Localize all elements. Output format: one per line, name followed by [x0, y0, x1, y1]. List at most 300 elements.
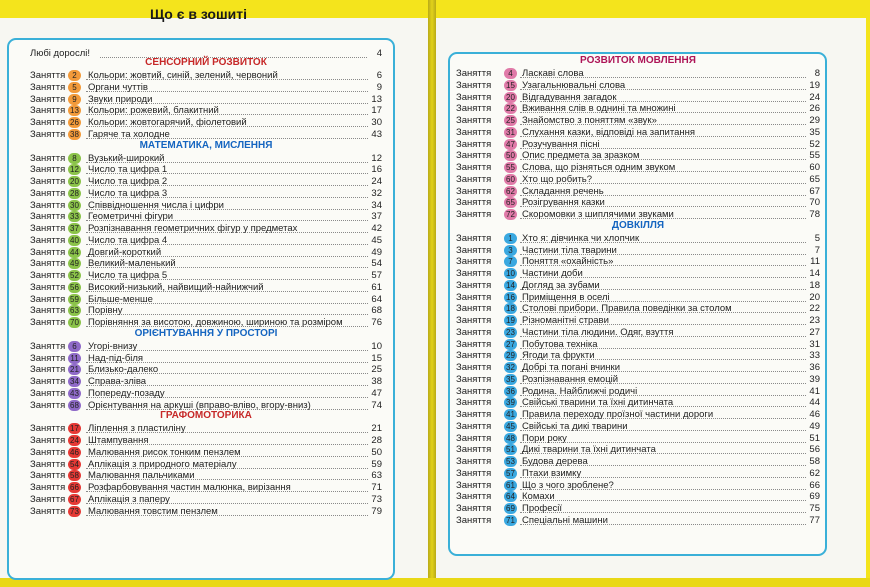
intro-page: 4: [376, 48, 382, 59]
section-heading: СЕНСОРНИЙ РОЗВИТОК: [145, 57, 267, 68]
lesson-label: Заняття: [456, 420, 492, 432]
lesson-title: Над-під-біля: [88, 352, 144, 364]
page-number: 14: [809, 268, 820, 279]
lesson-title: Розпізнавання емоцій: [522, 373, 619, 385]
lesson-title: Комахи: [522, 491, 555, 503]
lesson-label: Заняття: [456, 115, 492, 126]
lesson-number-badge: 67: [68, 494, 81, 505]
lesson-label: Заняття: [456, 432, 492, 444]
lesson-label: Заняття: [456, 279, 492, 291]
lesson-number-badge: 61: [504, 480, 517, 491]
lesson-title: Аплікація з паперу: [88, 493, 170, 505]
lesson-number-badge: 50: [504, 150, 517, 161]
toc-entry[interactable]: [456, 514, 820, 527]
lesson-title: Угорі-внизу: [88, 340, 138, 352]
lesson-label: Заняття: [456, 491, 492, 503]
lesson-title: Свійські тварини та їхні дитинчата: [522, 397, 674, 409]
lesson-label: Заняття: [456, 244, 492, 256]
lesson-label: Заняття: [30, 340, 66, 352]
lesson-label: Заняття: [456, 197, 492, 209]
lesson-label: Заняття: [456, 303, 492, 315]
page-number: 34: [371, 199, 382, 211]
lesson-title: Вживання слів в однині та множині: [522, 103, 676, 115]
lesson-number-badge: 38: [68, 129, 81, 140]
lesson-title: Професії: [522, 503, 562, 514]
intro-title: Любі дорослі!: [30, 48, 90, 59]
lesson-label: Заняття: [456, 162, 492, 173]
lesson-number-badge: 37: [68, 223, 81, 234]
page-number: 70: [809, 197, 820, 209]
page-number: 35: [809, 126, 820, 138]
lesson-label: Заняття: [456, 467, 492, 479]
lesson-title: Добрі та погані вчинки: [522, 362, 621, 373]
lesson-title: Геометричні фігури: [88, 211, 174, 223]
lesson-label: Заняття: [456, 409, 492, 420]
page-number: 69: [809, 491, 820, 503]
lesson-label: Заняття: [456, 350, 492, 362]
page-number: 19: [809, 79, 820, 91]
page-number: 33: [809, 350, 820, 362]
lesson-title: Частини тіла тварини: [522, 244, 617, 256]
lesson-number-badge: 45: [504, 421, 517, 432]
lesson-number-badge: 3: [504, 245, 517, 256]
lesson-title: Малювання товстим пензлем: [88, 505, 218, 517]
lesson-label: Заняття: [456, 397, 492, 409]
lesson-number-badge: 18: [504, 303, 517, 314]
lesson-title: Число та цифра 3: [88, 187, 168, 199]
lesson-number-badge: 65: [504, 197, 517, 208]
lesson-number-badge: 12: [68, 164, 81, 175]
lesson-title: Вузький-широкий: [88, 152, 165, 164]
lesson-number-badge: 62: [504, 186, 517, 197]
lesson-title: Узагальнювальні слова: [522, 79, 626, 91]
lesson-number-badge: 64: [504, 491, 517, 502]
page-number: 64: [371, 293, 382, 305]
lesson-label: Заняття: [30, 423, 66, 435]
lesson-label: Заняття: [30, 317, 66, 328]
lesson-title: Розфарбовування частин малюнка, вирізання: [88, 482, 291, 493]
page-number: 77: [809, 514, 820, 526]
lesson-title: Різноманітні страви: [522, 315, 609, 326]
lesson-title: Опис предмета за зразком: [522, 150, 640, 162]
lesson-number-badge: 39: [504, 397, 517, 408]
lesson-label: Заняття: [456, 326, 492, 338]
lesson-label: Заняття: [30, 93, 66, 105]
page-number: 54: [371, 258, 382, 270]
lesson-number-badge: 72: [504, 209, 517, 220]
lesson-label: Заняття: [30, 364, 66, 376]
page-number: 20: [809, 291, 820, 303]
lesson-label: Заняття: [456, 103, 492, 115]
lesson-title: Число та цифра 4: [88, 234, 168, 246]
lesson-title: Справа-зліва: [88, 376, 147, 387]
lesson-number-badge: 68: [68, 400, 81, 411]
lesson-title: Частини доби: [522, 268, 583, 279]
page-number: 55: [809, 150, 820, 162]
page-number: 68: [371, 305, 382, 317]
lesson-label: Заняття: [30, 117, 66, 128]
lesson-label: Заняття: [456, 256, 492, 268]
lesson-title: Скоромовки з шиплячими звуками: [522, 209, 674, 220]
lesson-label: Заняття: [30, 176, 66, 187]
lesson-label: Заняття: [30, 234, 66, 246]
lesson-label: Заняття: [456, 138, 492, 150]
section-heading: РОЗВИТОК МОВЛЕННЯ: [580, 55, 696, 66]
lesson-label: Заняття: [30, 470, 66, 482]
lesson-title: Аплікація з природного матеріалу: [88, 458, 237, 470]
page-number: 31: [809, 338, 820, 350]
lesson-label: Заняття: [30, 376, 66, 387]
lesson-label: Заняття: [456, 291, 492, 303]
lesson-number-badge: 24: [68, 435, 81, 446]
lesson-title: Правила переходу проїзної частини дороги: [522, 409, 714, 420]
lesson-title: Розігрування казки: [522, 197, 605, 209]
lesson-number-badge: 57: [504, 468, 517, 479]
lesson-number-badge: 60: [504, 174, 517, 185]
section-heading: ОРІЄНТУВАННЯ У ПРОСТОРІ: [134, 327, 278, 339]
lesson-label: Заняття: [456, 514, 492, 526]
page-number: 49: [371, 246, 382, 258]
page-number: 71: [371, 482, 382, 493]
page-number: 24: [371, 176, 382, 187]
lesson-number-badge: 36: [504, 386, 517, 397]
lesson-label: Заняття: [30, 246, 66, 258]
lesson-number-badge: 33: [68, 211, 81, 222]
page-number: 37: [371, 211, 382, 223]
lesson-title: Ласкаві слова: [522, 68, 584, 79]
lesson-title: Слова, що різняться одним звуком: [522, 162, 676, 173]
page-number: 16: [371, 164, 382, 176]
page-number: 57: [371, 270, 382, 281]
page-number: 36: [809, 362, 820, 373]
section-heading: ГРАФОМОТОРИКА: [160, 410, 252, 422]
lesson-number-badge: 41: [504, 409, 517, 420]
lesson-label: Заняття: [456, 385, 492, 397]
lesson-title: Малювання пальчиками: [88, 470, 195, 482]
lesson-title: Столові прибори. Правила поведінки за столом: [522, 303, 732, 315]
lesson-title: Побутова техніка: [522, 338, 598, 350]
lesson-title: Орієнтування на аркуші (вправо-вліво, вгору-вниз): [88, 399, 311, 411]
page-number: 29: [809, 115, 820, 126]
page-number: 78: [809, 209, 820, 220]
lesson-title: Порівняння за висотою, довжиною, шириною та розміром: [88, 317, 343, 328]
page-number: 13: [371, 93, 382, 105]
lesson-label: Заняття: [30, 281, 66, 293]
page-number: 66: [809, 479, 820, 491]
page-number: 75: [809, 503, 820, 514]
lesson-title: Пори року: [522, 432, 567, 444]
lesson-number-badge: 56: [68, 282, 81, 293]
lesson-label: Заняття: [30, 81, 66, 93]
lesson-number-badge: 40: [68, 235, 81, 246]
lesson-number-badge: 73: [68, 506, 81, 517]
page-number: 25: [371, 364, 382, 376]
lesson-label: Заняття: [456, 444, 492, 456]
lesson-number-badge: 20: [504, 92, 517, 103]
page-number: 7: [814, 244, 820, 256]
lesson-number-badge: 54: [68, 459, 81, 470]
page-number: 5: [814, 232, 820, 244]
lesson-label: Заняття: [456, 185, 492, 197]
lesson-title: Птахи взимку: [522, 467, 582, 479]
lesson-title: Співвідношення числа і цифри: [88, 199, 224, 211]
lesson-number-badge: 21: [68, 364, 81, 375]
lesson-title: Розучування пісні: [522, 138, 600, 150]
page-number: 45: [371, 234, 382, 246]
lesson-title: Довгий-короткий: [88, 246, 162, 258]
lesson-label: Заняття: [30, 305, 66, 317]
lesson-label: Заняття: [456, 503, 492, 514]
lesson-number-badge: 34: [68, 376, 81, 387]
lesson-number-badge: 31: [504, 127, 517, 138]
lesson-title: Попереду-позаду: [88, 387, 165, 399]
lesson-label: Заняття: [30, 493, 66, 505]
lesson-label: Заняття: [30, 435, 66, 446]
lesson-label: Заняття: [30, 70, 66, 81]
lesson-number-badge: 1: [504, 233, 517, 244]
lesson-number-badge: 10: [504, 268, 517, 279]
lesson-number-badge: 29: [504, 350, 517, 361]
lesson-label: Заняття: [456, 91, 492, 103]
page-number: 12: [371, 152, 382, 164]
page-number: 62: [809, 467, 820, 479]
lesson-label: Заняття: [30, 482, 66, 493]
lesson-label: Заняття: [456, 373, 492, 385]
lesson-number-badge: 20: [68, 176, 81, 187]
lesson-number-badge: 17: [68, 423, 81, 434]
lesson-title: Родина. Найближчі родичі: [522, 385, 638, 397]
lesson-title: Ягоди та фрукти: [522, 350, 595, 362]
page-number: 73: [371, 493, 382, 505]
page-number: 46: [809, 409, 820, 420]
lesson-title: Розпізнавання геометричних фігур у предметах: [88, 223, 298, 234]
lesson-number-badge: 32: [504, 362, 517, 373]
lesson-number-badge: 69: [504, 503, 517, 514]
page-number: 32: [371, 187, 382, 199]
page-number: 38: [371, 376, 382, 387]
lesson-number-badge: 16: [504, 292, 517, 303]
page-number: 74: [371, 399, 382, 411]
lesson-number-badge: 15: [504, 80, 517, 91]
page-number: 60: [809, 162, 820, 173]
lesson-number-badge: 48: [504, 433, 517, 444]
lesson-label: Заняття: [456, 362, 492, 373]
lesson-number-badge: 23: [504, 327, 517, 338]
lesson-label: Заняття: [456, 150, 492, 162]
lesson-title: Малювання рисок тонким пензлем: [88, 446, 241, 458]
page-number: 8: [814, 68, 820, 79]
lesson-title: Знайомство з поняттям «звук»: [522, 115, 657, 126]
page-number: 22: [809, 303, 820, 315]
lesson-label: Заняття: [30, 458, 66, 470]
lesson-label: Заняття: [30, 352, 66, 364]
toc-entry[interactable]: [30, 505, 382, 518]
page-number: 6: [376, 70, 382, 81]
lesson-number-badge: 19: [504, 315, 517, 326]
page-number: 24: [809, 91, 820, 103]
lesson-label: Заняття: [456, 68, 492, 79]
lesson-title: Догляд за зубами: [522, 279, 600, 291]
lesson-number-badge: 22: [504, 103, 517, 114]
lesson-number-badge: 9: [68, 94, 81, 105]
lesson-title: Високий-низький, найвищий-найнижчий: [88, 281, 264, 293]
page-number: 43: [371, 128, 382, 140]
lesson-title: Складання речень: [522, 185, 604, 197]
lesson-title: Звуки природи: [88, 93, 153, 105]
lesson-label: Заняття: [30, 270, 66, 281]
lesson-label: Заняття: [456, 315, 492, 326]
lesson-title: Більше-менше: [88, 293, 153, 305]
lesson-number-badge: 4: [504, 68, 517, 79]
lesson-label: Заняття: [456, 456, 492, 467]
page-number: 27: [809, 326, 820, 338]
page-number: 52: [809, 138, 820, 150]
lesson-title: Поняття «охайність»: [522, 256, 614, 268]
lesson-number-badge: 11: [68, 353, 81, 364]
page-number: 51: [809, 432, 820, 444]
page-number: 26: [809, 103, 820, 115]
lesson-label: Заняття: [456, 268, 492, 279]
lesson-number-badge: 66: [68, 482, 81, 493]
lesson-number-badge: 43: [68, 388, 81, 399]
lesson-label: Заняття: [30, 164, 66, 176]
page-number: 79: [371, 505, 382, 517]
page-number: 76: [371, 317, 382, 328]
lesson-number-badge: 47: [504, 139, 517, 150]
lesson-label: Заняття: [30, 387, 66, 399]
page-number: 23: [809, 315, 820, 326]
lesson-number-badge: 71: [504, 515, 517, 526]
lesson-number-badge: 26: [68, 117, 81, 128]
lesson-title: Будова дерева: [522, 456, 588, 467]
lesson-label: Заняття: [30, 446, 66, 458]
page-number: 15: [371, 352, 382, 364]
lesson-title: Кольори: рожевий, блакитний: [88, 105, 219, 117]
lesson-number-badge: 13: [68, 105, 81, 116]
page-number: 59: [371, 458, 382, 470]
lesson-label: Заняття: [456, 209, 492, 220]
lesson-number-badge: 25: [504, 115, 517, 126]
page-number: 47: [371, 387, 382, 399]
lesson-label: Заняття: [456, 338, 492, 350]
page-number: 9: [376, 81, 382, 93]
page-title: Що є в зошиті: [150, 6, 248, 22]
page-number: 61: [371, 281, 382, 293]
page-number: 63: [371, 470, 382, 482]
lesson-label: Заняття: [456, 479, 492, 491]
lesson-label: Заняття: [456, 173, 492, 185]
lesson-title: Частини тіла людини. Одяг, взуття: [522, 326, 674, 338]
lesson-number-badge: 55: [504, 162, 517, 173]
lesson-title: Відгадування загадок: [522, 91, 617, 103]
page-number: 65: [809, 173, 820, 185]
lesson-label: Заняття: [30, 128, 66, 140]
book-spine: [428, 0, 436, 587]
page-number: 21: [371, 423, 382, 435]
page-number: 42: [371, 223, 382, 234]
lesson-title: Число та цифра 2: [88, 176, 168, 187]
lesson-title: Спеціальні машини: [522, 514, 608, 526]
lesson-number-badge: 28: [68, 188, 81, 199]
lesson-label: Заняття: [30, 152, 66, 164]
lesson-number-badge: 5: [68, 82, 81, 93]
lesson-label: Заняття: [456, 79, 492, 91]
lesson-title: Штампування: [88, 435, 149, 446]
lesson-title: Близько-далеко: [88, 364, 159, 376]
lesson-number-badge: 6: [68, 341, 81, 352]
lesson-label: Заняття: [456, 232, 492, 244]
lesson-number-badge: 63: [68, 305, 81, 316]
page-number: 28: [371, 435, 382, 446]
lesson-label: Заняття: [30, 105, 66, 117]
page-number: 50: [371, 446, 382, 458]
lesson-title: Хто я: дівчинка чи хлопчик: [522, 232, 640, 244]
lesson-number-badge: 52: [68, 270, 81, 281]
lesson-number-badge: 70: [68, 317, 81, 328]
lesson-number-badge: 58: [68, 470, 81, 481]
lesson-title: Число та цифра 5: [88, 270, 168, 281]
lesson-label: Заняття: [30, 399, 66, 411]
lesson-title: Ліплення з пластиліну: [88, 423, 186, 435]
lesson-number-badge: 35: [504, 374, 517, 385]
lesson-title: Хто що робить?: [522, 173, 593, 185]
page-number: 44: [809, 397, 820, 409]
lesson-title: Порівну: [88, 305, 123, 317]
lesson-title: Кольори: жовтий, синій, зелений, червоний: [88, 70, 278, 81]
lesson-label: Заняття: [30, 223, 66, 234]
lesson-label: Заняття: [30, 293, 66, 305]
lesson-title: Приміщення в оселі: [522, 291, 610, 303]
lesson-title: Слухання казки, відповіді на запитання: [522, 126, 695, 138]
lesson-number-badge: 7: [504, 256, 517, 267]
lesson-number-badge: 27: [504, 339, 517, 350]
page-number: 49: [809, 420, 820, 432]
page-number: 56: [809, 444, 820, 456]
page-number: 67: [809, 185, 820, 197]
lesson-title: Великий-маленький: [88, 258, 176, 270]
lesson-number-badge: 8: [68, 153, 81, 164]
lesson-label: Заняття: [30, 211, 66, 223]
page-number: 11: [810, 256, 820, 268]
lesson-number-badge: 14: [504, 280, 517, 291]
lesson-number-badge: 51: [504, 444, 517, 455]
lesson-number-badge: 30: [68, 200, 81, 211]
lesson-title: Органи чуттів: [88, 81, 148, 93]
page-number: 41: [809, 385, 820, 397]
lesson-number-badge: 49: [68, 258, 81, 269]
lesson-number-badge: 53: [504, 456, 517, 467]
page-number: 30: [371, 117, 382, 128]
lesson-title: Кольори: жовтогарячий, фіолетовий: [88, 117, 247, 128]
lesson-label: Заняття: [30, 187, 66, 199]
page-number: 58: [809, 456, 820, 467]
lesson-title: Що з чого зроблене?: [522, 479, 614, 491]
page-number: 17: [371, 105, 382, 117]
lesson-number-badge: 59: [68, 294, 81, 305]
lesson-title: Гаряче та холодне: [88, 128, 170, 140]
page-number: 18: [809, 279, 820, 291]
section-heading: ДОВКІЛЛЯ: [611, 219, 665, 231]
lesson-label: Заняття: [30, 199, 66, 211]
lesson-title: Дикі тварини та їхні дитинчата: [522, 444, 656, 456]
lesson-title: Свійські та дикі тварини: [522, 420, 628, 432]
lesson-label: Заняття: [456, 126, 492, 138]
page-number: 39: [809, 373, 820, 385]
lesson-title: Число та цифра 1: [88, 164, 168, 176]
lesson-number-badge: 46: [68, 447, 81, 458]
lesson-number-badge: 2: [68, 70, 81, 81]
lesson-label: Заняття: [30, 505, 66, 517]
